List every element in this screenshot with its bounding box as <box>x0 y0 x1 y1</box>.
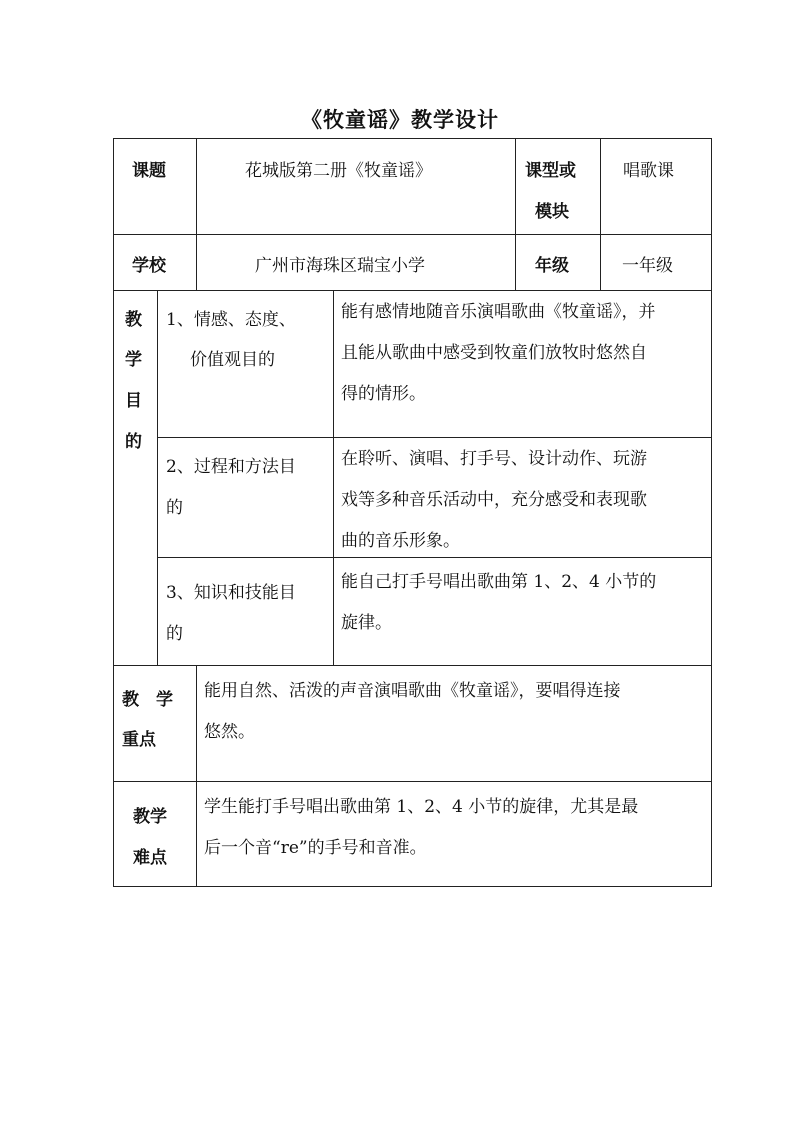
topic-value: 花城版第二册《牧童谣》 <box>245 161 432 181</box>
key-points-content: 悠然。 <box>204 722 255 742</box>
objectives-label-char: 目 <box>125 391 142 411</box>
difficulties-content: 后一个音“re”的手号和音准。 <box>204 838 427 858</box>
table-border <box>113 138 114 887</box>
table-border <box>113 781 712 782</box>
objective-content: 旋律。 <box>341 613 392 633</box>
table-border <box>113 665 712 666</box>
objective-name: 的 <box>166 624 183 644</box>
objective-content: 能有感情地随音乐演唱歌曲《牧童谣》，并 <box>341 302 656 322</box>
key-points-label: 教 学 <box>122 690 173 710</box>
table-border <box>113 886 712 887</box>
grade-value: 一年级 <box>622 256 673 276</box>
table-border <box>157 437 712 438</box>
key-points-label-2: 重点 <box>122 730 156 750</box>
objectives-label-char: 的 <box>125 432 142 452</box>
table-border <box>196 665 197 886</box>
objective-content: 戏等多种音乐活动中，充分感受和表现歌 <box>341 490 647 510</box>
objective-name: 的 <box>166 498 183 518</box>
table-border <box>515 138 516 290</box>
objective-name: 价值观目的 <box>190 350 275 370</box>
table-border <box>333 290 334 665</box>
objective-content: 曲的音乐形象。 <box>341 531 460 551</box>
table-border <box>600 138 601 290</box>
key-points-content: 能用自然、活泼的声音演唱歌曲《牧童谣》，要唱得连接 <box>204 681 621 701</box>
topic-label: 课题 <box>132 161 166 181</box>
difficulties-label-2: 难点 <box>133 848 167 868</box>
course-type-label: 课型或 <box>525 161 576 181</box>
table-border <box>113 138 712 139</box>
objectives-label-char: 教 <box>125 310 142 330</box>
difficulties-label: 教学 <box>133 807 167 827</box>
table-border <box>113 234 712 235</box>
table-border <box>113 290 712 291</box>
objective-content: 得的情形。 <box>341 384 426 404</box>
objective-content: 在聆听、演唱、打手号、设计动作、玩游 <box>341 449 647 469</box>
objective-content: 能自己打手号唱出歌曲第 1、2、4 小节的 <box>341 572 657 592</box>
course-type-value: 唱歌课 <box>623 161 674 181</box>
objective-name: 2、过程和方法目 <box>166 457 296 477</box>
school-label: 学校 <box>132 256 166 276</box>
school-value: 广州市海珠区瑞宝小学 <box>255 256 425 276</box>
table-border <box>196 138 197 290</box>
objective-name: 1、情感、态度、 <box>166 310 296 330</box>
page-title: 《牧童谣》教学设计 <box>301 107 499 132</box>
table-border <box>157 290 158 665</box>
objective-name: 3、知识和技能目 <box>166 583 296 603</box>
table-border <box>711 138 712 887</box>
objective-content: 且能从歌曲中感受到牧童们放牧时悠然自 <box>341 343 647 363</box>
difficulties-content: 学生能打手号唱出歌曲第 1、2、4 小节的旋律，尤其是最 <box>204 797 639 817</box>
course-type-label-2: 模块 <box>535 202 569 222</box>
objectives-label-char: 学 <box>125 350 142 370</box>
grade-label: 年级 <box>535 256 569 276</box>
